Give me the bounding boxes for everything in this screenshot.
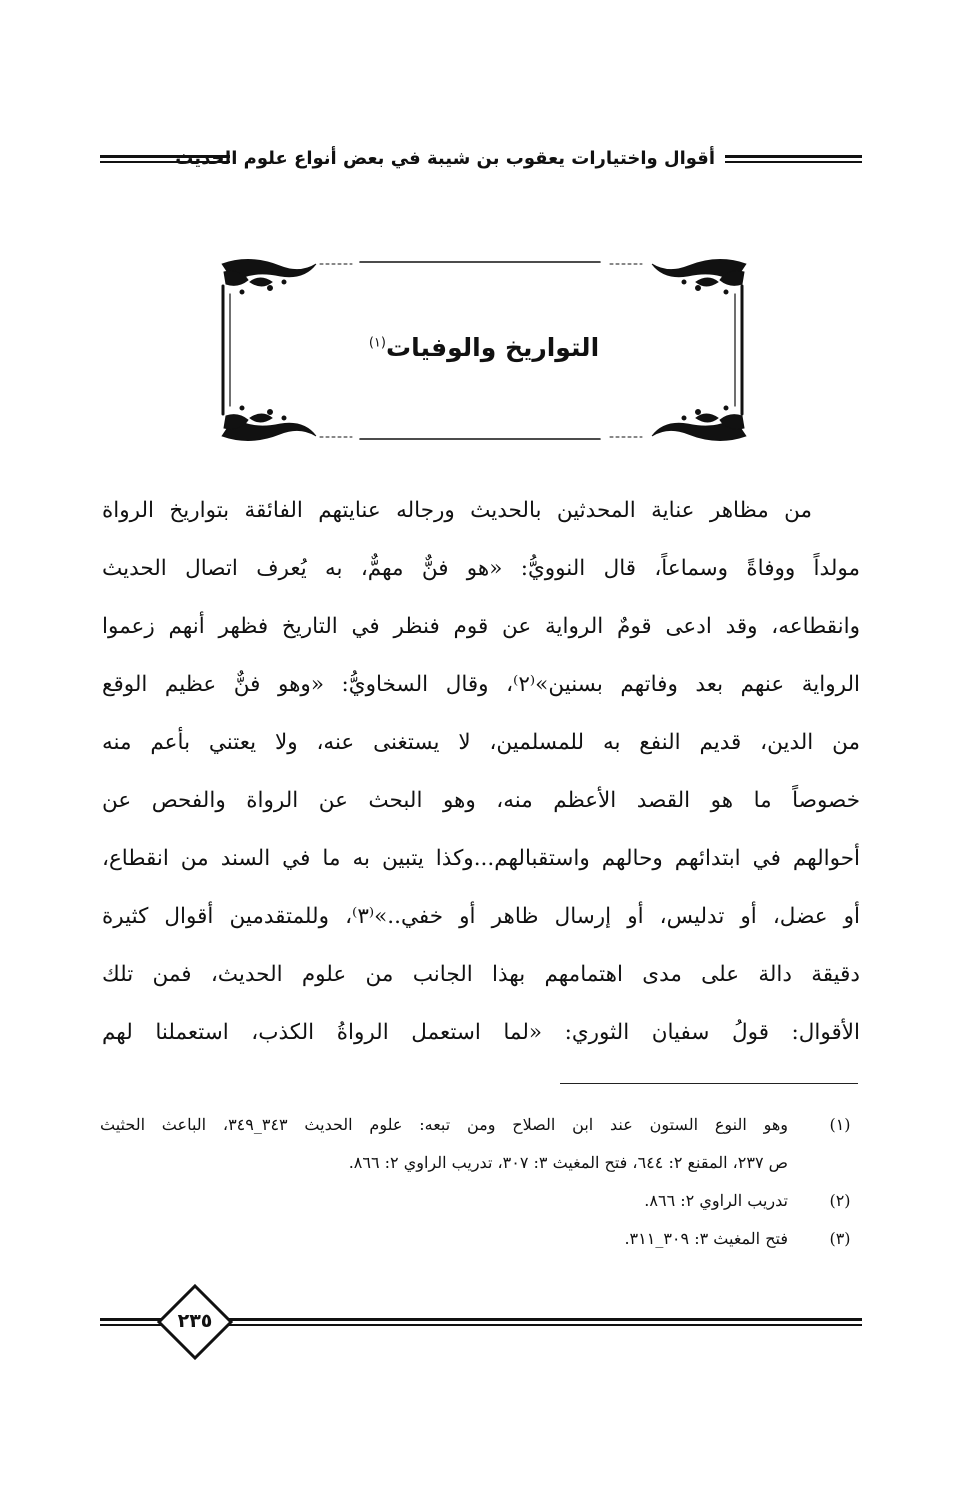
footnote-number: (٣) [829,1229,851,1248]
body-line: وانقطاعه، وقد ادعى قومٌ الرواية عن قوم فنظر في التاريخ فظهر أنهم زعموا [102,614,860,639]
body-text [102,482,860,1062]
chapter-title-footnote-ref: (١) [368,335,386,351]
footnote-2 [100,1182,860,1220]
body-line: دقيقة دالة على مدى اهتمامهم بهذا الجانب من علوم الحديث، فمن تلك [102,962,860,987]
body-line: خصوصاً ما هو القصد الأعظم منه، وهو البحث عن الرواة والفحص عن [102,788,860,813]
body-line: أحوالهم في ابتدائهم وحالهم واستقبالهم...وكذا يتبين به ما في السند من انقطاع، [102,846,860,871]
body-line: الأقوال: قولُ سفيان الثوري: «لما استعمل الرواةُ الكذب، استعملنا لهم [102,1020,860,1045]
footnote-separator [560,1083,858,1084]
chapter-title-text: التواريخ والوفيات [385,333,600,362]
running-header-title: أقوال واختيارات يعقوب بن شيبة في بعض أنواع علوم الحديث [175,148,715,169]
footnote-line: فتح المغيث ٣: ٣٠٩_٣١١. [624,1229,788,1248]
footnote-1 [100,1106,860,1182]
footnotes [100,1106,860,1258]
body-line: أو عضل، أو تدليس، أو إرسال ظاهر أو خفي..»⁽٣⁾، وللمتقدمين أقوال كثيرة [102,904,860,929]
footnote-3 [100,1220,860,1258]
body-line: مولداً ووفاةً وسماعاً، قال النوويُّ: «هو فنٌّ مهمٌّ، به يُعرف اتصال الحديث [102,556,860,581]
body-line: من الدين، قديم النفع به للمسلمين، لا يستغنى عنه، ولا يعتني بأعم منه [102,730,860,755]
footnote-number: (٢) [829,1191,851,1210]
footnote-line: ص ٢٣٧، المقنع ٢: ٦٤٤، فتح المغيث ٣: ٣٠٧، تدريب الراوي ٢: ٨٦٦. [348,1153,788,1172]
footnote-line: تدريب الراوي ٢: ٨٦٦. [644,1191,788,1210]
chapter-title-frame [220,258,748,442]
page-number: ٢٣٥ [177,1310,213,1332]
body-line: من مظاهر عناية المحدثين بالحديث ورجاله عنايتهم الفائقة بتواريخ الرواة [102,498,812,523]
body-line: الرواية عنهم بعد وفاتهم بسنين»⁽٢⁾، وقال السخاويُّ: «وهو فنٌّ عظيم الوقع [102,672,860,697]
footer-rule-right [222,1318,862,1326]
chapter-title [240,326,728,370]
header-rule-right [725,155,862,163]
footnote-number: (١) [829,1115,851,1134]
footnote-line: وهو النوع الستون عند ابن الصلاح ومن تبعه: علوم الحديث ٣٤٣_٣٤٩، الباعث الحثيث [100,1115,788,1134]
